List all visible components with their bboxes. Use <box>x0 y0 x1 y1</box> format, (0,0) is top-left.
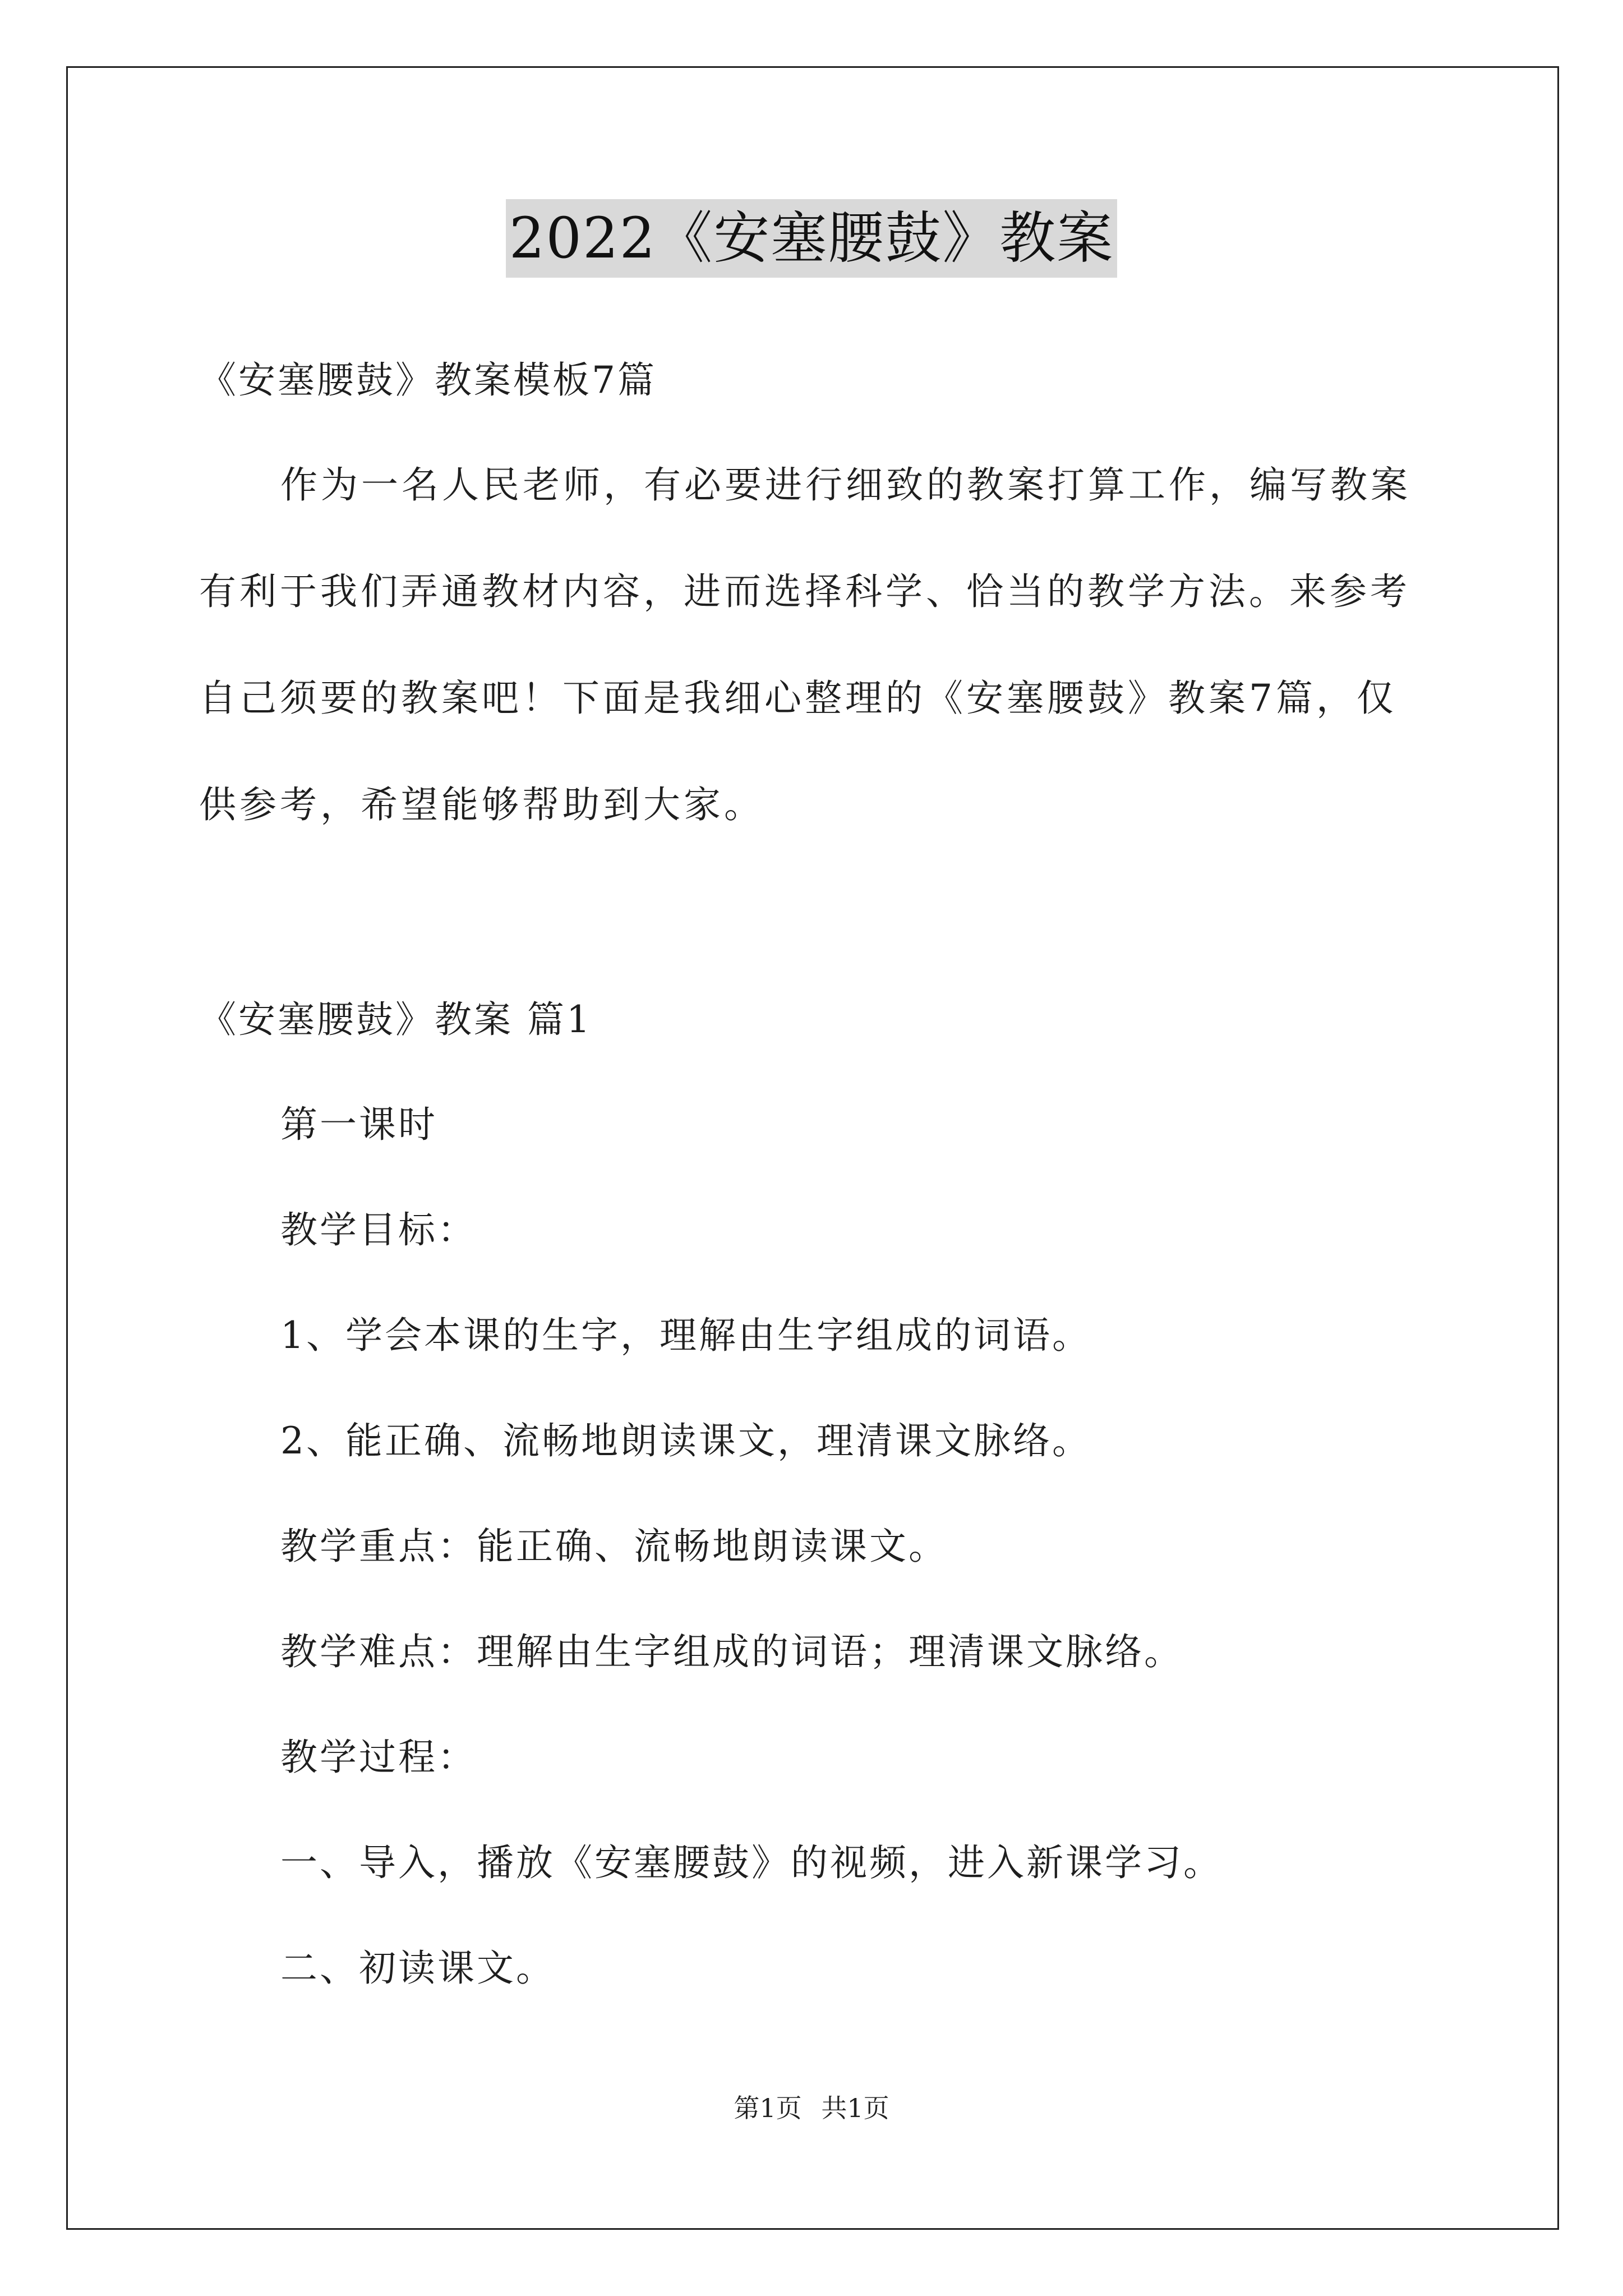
intro-line-3: 自己须要的教案吧！下面是我细心整理的《安塞腰鼓》教案7篇，仅 <box>199 677 1397 720</box>
page-total: 共1页 <box>821 2093 889 2123</box>
document-subtitle: 《安塞腰鼓》教案模板7篇 <box>199 358 657 402</box>
body-line-5: 教学重点：能正确、流畅地朗读课文。 <box>280 1525 948 1568</box>
body-line-3: 1、学会本课的生字，理解由生字组成的词语。 <box>280 1314 1091 1357</box>
body-line-4: 2、能正确、流畅地朗读课文，理清课文脉络。 <box>280 1419 1091 1462</box>
page-footer <box>0 2091 1623 2125</box>
body-line-2: 教学目标： <box>280 1208 477 1251</box>
body-line-6: 教学难点：理解由生字组成的词语；理清课文脉络。 <box>280 1630 1183 1673</box>
page-number: 第1页 <box>734 2093 802 2123</box>
section-heading: 《安塞腰鼓》教案 篇1 <box>199 998 592 1041</box>
body-line-9: 二、初读课文。 <box>280 1947 555 1990</box>
intro-line-1: 作为一名人民老师，有必要进行细致的教案打算工作，编写教案 <box>280 463 1411 507</box>
document-title: 2022《安塞腰鼓》教案 <box>506 199 1118 278</box>
body-line-1: 第一课时 <box>280 1103 437 1146</box>
intro-line-4: 供参考，希望能够帮助到大家。 <box>199 783 764 826</box>
body-line-7: 教学过程： <box>280 1736 477 1779</box>
intro-line-2: 有利于我们弄通教材内容，进而选择科学、恰当的教学方法。来参考 <box>199 570 1410 613</box>
body-line-8: 一、导入，播放《安塞腰鼓》的视频，进入新课学习。 <box>280 1841 1223 1884</box>
title-container <box>0 199 1623 278</box>
